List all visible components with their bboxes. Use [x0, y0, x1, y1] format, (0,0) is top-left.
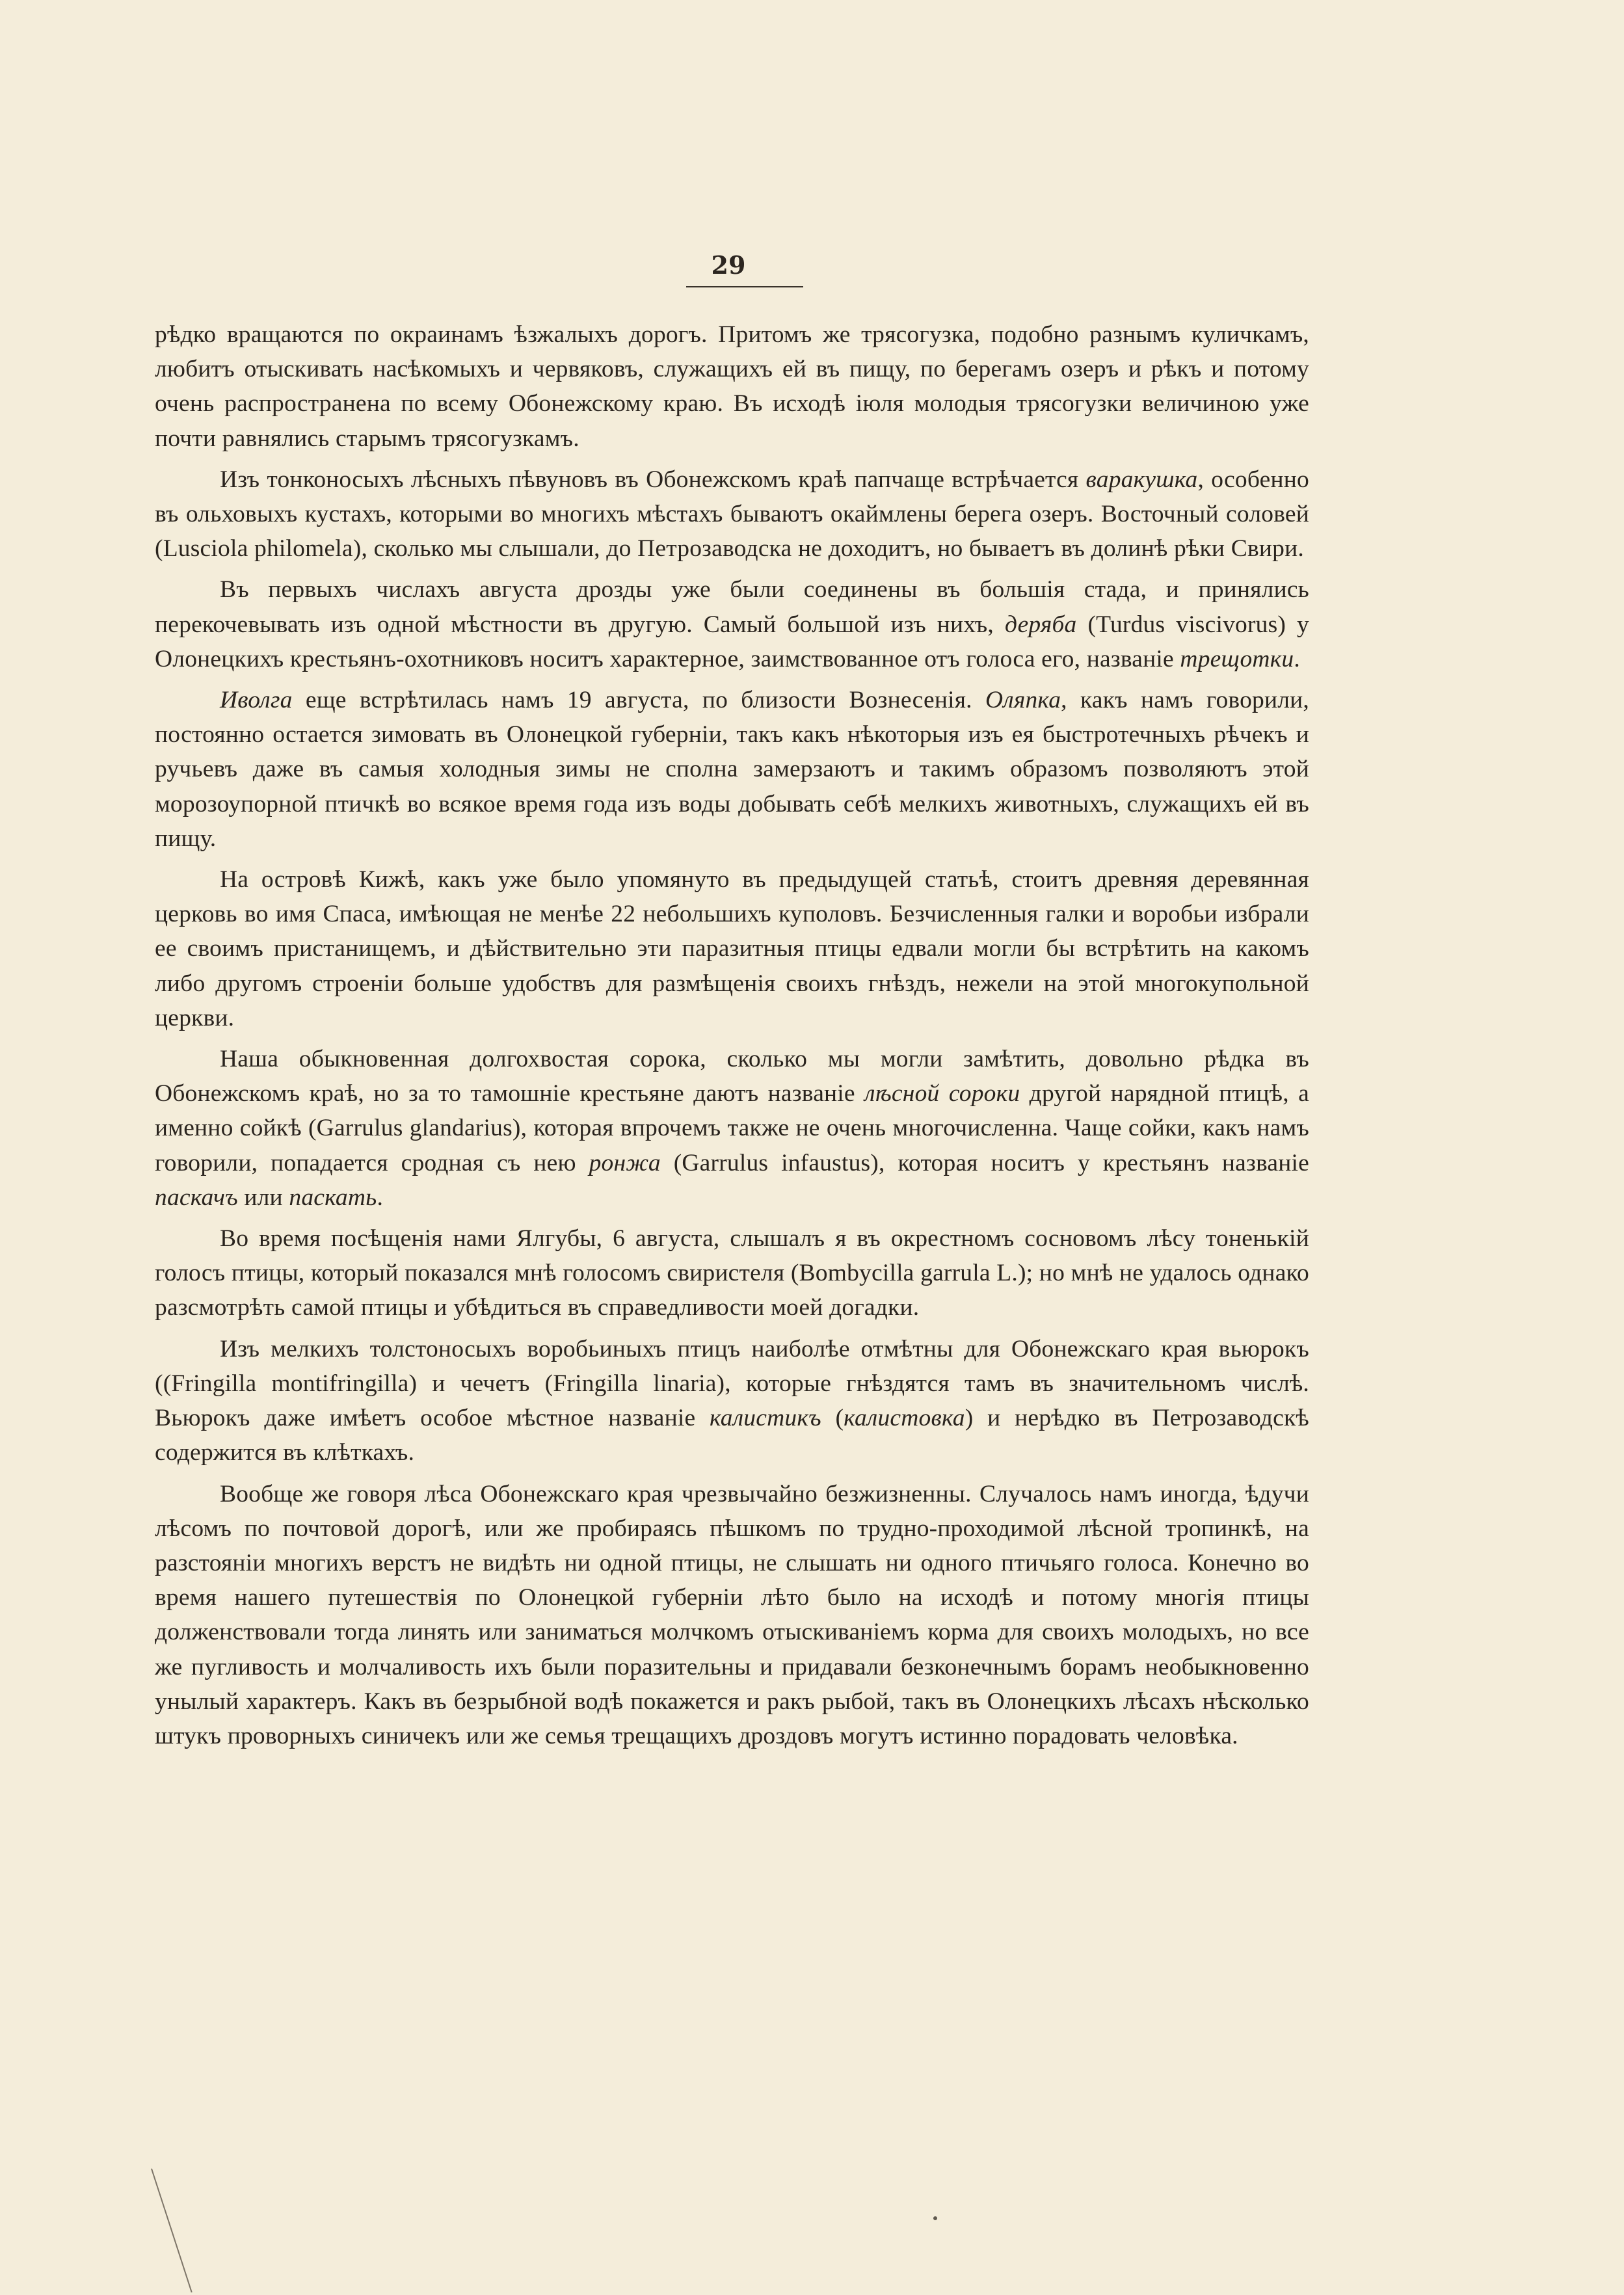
text-segment: Въ первыхъ числахъ августа дрозды уже были соединены въ большія стада, и принялись перекочевывать изъ одной мѣстности въ другую. Самый большой изъ нихъ, — [155, 576, 1309, 638]
text-segment: На островѣ Кижѣ, какъ уже было упомянуто въ предыдущей статьѣ, стоитъ древняя деревянная церковь во имя Спаса, имѣющая не менѣе 22 небольшихъ куполовъ. Безчисленныя галки и воробьи избрали ее своимъ пристанищемъ, и дѣйствительно эти паразитныя птицы едвали могли бы встрѣтить на какомъ либо другомъ строеніи больше удобствъ для размѣщенія своихъ гнѣздъ, нежели на этой многокупольной церкви. — [155, 866, 1309, 1031]
text-segment: Вообще же говоря лѣса Обонежскаго края чрезвычайно безжизненны. Случалось намъ иногда, ѣдучи лѣсомъ по почтовой дорогѣ, или же пробираясь пѣшкомъ по трудно-проходимой лѣсной тропинкѣ, на разстояніи многихъ верстъ не видѣть ни одной птицы, не слышать ни одного птичьяго голоса. Конечно во время нашего путешествія по Олонецкой губерніи лѣто было на исходѣ и потому многія птицы долженствовали тогда линять или заниматься молчкомъ отыскиваніемъ корма для своихъ молодыхъ, но все же пугливость и молчаливость ихъ были поразительны и придавали безконечнымъ борамъ необыкновенно унылый характеръ. Какъ въ безрыбной водѣ покажется и ракъ рыбой, такъ въ Олонецкихъ лѣсахъ нѣсколько штукъ проворныхъ синичекъ или же семья трещащихъ дроздовъ могутъ истинно порадовать человѣка. — [155, 1480, 1309, 1749]
paragraph — [155, 572, 1309, 676]
paragraph — [155, 462, 1309, 566]
body-text — [155, 317, 1309, 1760]
text-segment: ) и нерѣдко въ Петрозаводскѣ содержится въ клѣткахъ. — [155, 1405, 1309, 1466]
italic-term: Иволга — [220, 687, 293, 714]
italic-term: трещотки — [1180, 645, 1294, 672]
text-segment: еще встрѣтилась намъ 19 августа, по близости Вознесенія. — [292, 687, 985, 714]
text-segment: , особенно въ ольховыхъ кустахъ, которыми во многихъ мѣстахъ бываютъ окаймлены берега озеръ. Восточный соловей (Lusciola philomela), сколько мы слышали, до Петрозаводска не доходитъ, но бываетъ въ долинѣ рѣки Свири. — [155, 466, 1309, 563]
margin-mark — [151, 2168, 193, 2292]
page-number-rule — [686, 286, 803, 287]
text-segment: . — [1294, 645, 1300, 672]
italic-term: варакушка — [1085, 466, 1198, 493]
italic-term: паскать — [289, 1184, 377, 1211]
italic-term: лѣсной сороки — [864, 1080, 1020, 1108]
text-segment: (Turdus viscivorus) у Олонецкихъ крестьянъ-охотниковъ носитъ характерное, заимствованное отъ голоса его, названіе — [155, 611, 1309, 672]
italic-term: калистовка — [844, 1405, 965, 1432]
text-segment: Изъ мелкихъ толстоносыхъ воробьиныхъ птицъ наиболѣе отмѣтны для Обонежскаго края вьюрокъ ((Fringilla montifringilla) и чечетъ (Fringilla linaria), которые гнѣздятся тамъ въ значительномъ числѣ. Вьюрокъ даже имѣетъ особое мѣстное названіе — [155, 1335, 1309, 1432]
text-segment: ( — [821, 1405, 844, 1432]
text-segment: Во время посѣщенія нами Ялгубы, 6 августа, слышалъ я въ окрестномъ сосновомъ лѣсу тоненькій голосъ птицы, который показался мнѣ голосомъ свиристеля (Bombycilla garrula L.); но мнѣ не удалось однако разсмотрѣть самой птицы и убѣдиться въ справедливости моей догадки. — [155, 1225, 1309, 1321]
ink-speck — [933, 2216, 937, 2220]
italic-term: паскачъ — [155, 1184, 238, 1211]
paragraph — [155, 1042, 1309, 1215]
italic-term: Оляпка — [985, 687, 1061, 714]
italic-term: деряба — [1004, 611, 1077, 638]
page-number: 29 — [711, 250, 746, 280]
text-segment: Наша обыкновенная долгохвостая сорока, сколько мы могли замѣтить, довольно рѣдка въ Обонежскомъ краѣ, но за то тамошніе крестьяне даютъ названіе — [155, 1046, 1309, 1108]
text-segment: рѣдко вращаются по окраинамъ ѣзжалыхъ дорогъ. Притомъ же трясогузка, подобно разнымъ куличкамъ, любитъ отыскивать насѣкомыхъ и червяковъ, служащихъ ей въ пищу, по берегамъ озеръ и рѣкъ и потому очень распространена по всему Обонежскому краю. Въ исходѣ іюля молодыя трясогузки величиною уже почти равнялись старымъ трясогузкамъ. — [155, 321, 1309, 452]
italic-term: калистикъ — [710, 1405, 821, 1432]
text-segment: , какъ намъ говорили, постоянно остается зимовать въ Олонецкой губерніи, такъ какъ нѣкоторыя изъ ея быстротечныхъ рѣчекъ и ручьевъ даже въ самыя холодныя зимы не сполна замерзаютъ и такимъ образомъ позволяютъ этой морозоупорной птичкѣ во всякое время года изъ воды добывать себѣ мелкихъ животныхъ, служащихъ ей въ пищу. — [155, 687, 1309, 852]
text-segment: другой нарядной птицѣ, а именно сойкѣ (Garrulus glandarius), которая впрочемъ также не очень многочисленна. Чаще сойки, какъ намъ говорили, попадается сродная съ нею — [155, 1080, 1309, 1176]
text-segment: Изъ тонконосыхъ лѣсныхъ пѣвуновъ въ Обонежскомъ краѣ папчаще встрѣчается — [220, 466, 1086, 493]
paragraph — [155, 1221, 1309, 1325]
text-segment: (Garrulus infaustus), которая носитъ у крестьянъ названіе — [660, 1149, 1310, 1176]
paragraph — [155, 317, 1309, 456]
paragraph — [155, 1332, 1309, 1470]
paragraph — [155, 862, 1309, 1035]
paragraph — [155, 1477, 1309, 1754]
paragraph — [155, 683, 1309, 856]
text-segment: . — [377, 1184, 384, 1211]
text-segment: или — [237, 1184, 289, 1211]
italic-term: ронжа — [589, 1149, 661, 1176]
